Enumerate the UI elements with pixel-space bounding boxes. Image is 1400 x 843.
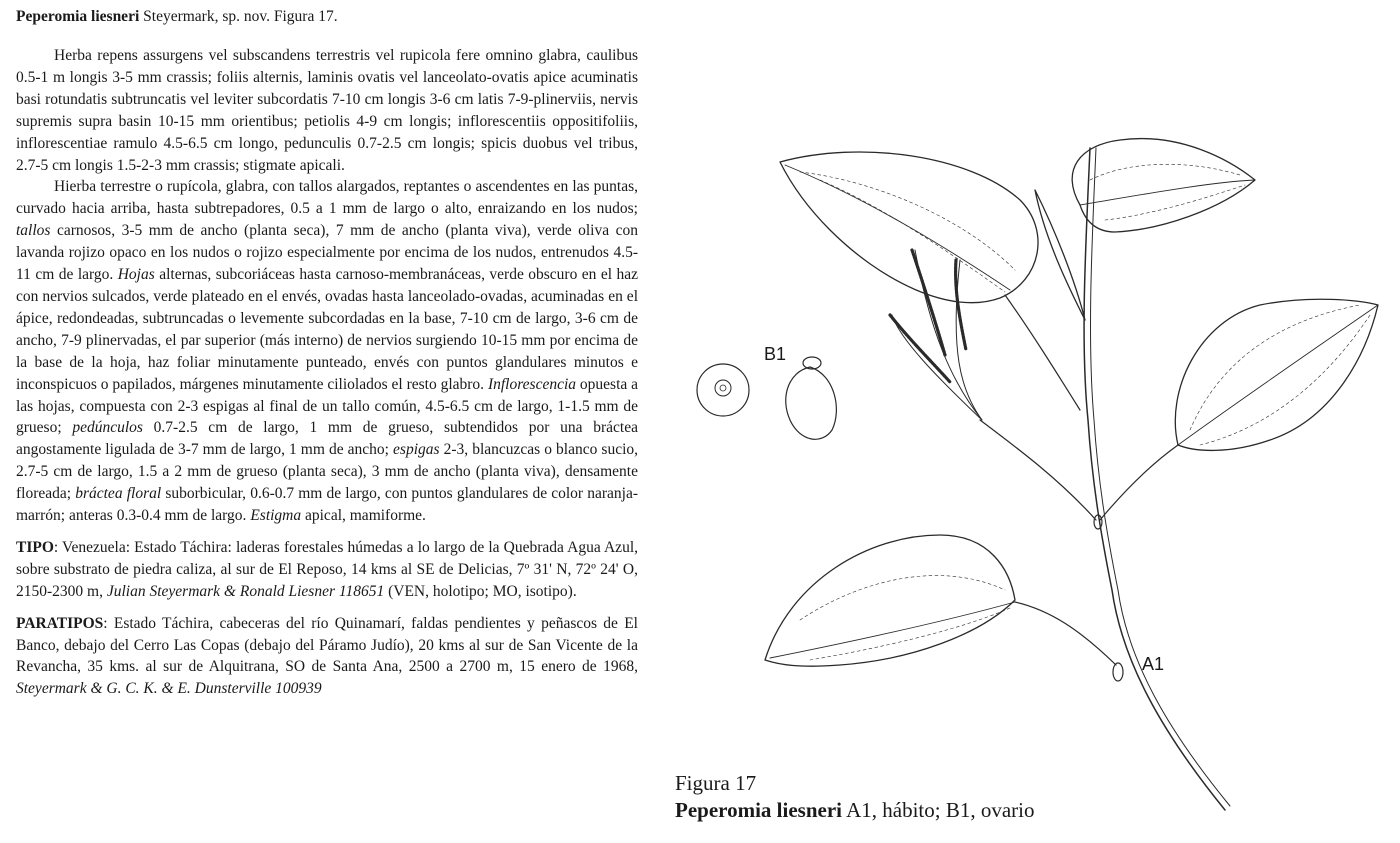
desc-text: apical, mamiforme.: [301, 507, 426, 525]
paratipos-collectors: Steyermark & G. C. K. & E. Dunsterville 100939: [16, 680, 322, 698]
label-b1: B1: [764, 344, 787, 364]
label-a1: A1: [1142, 654, 1165, 674]
species-name: Peperomia liesneri: [16, 8, 140, 25]
tipo-collectors: Julian Steyermark & Ronald Liesner 118651: [106, 582, 385, 600]
desc-text: 0.7-2.5 cm de largo, 1 mm de grueso, subtendidos por una bráctea angostamente ligulada de 3-7 mm de largo, 1 mm de ancho;: [16, 419, 638, 459]
latin-description: Herba repens assurgens vel subscandens terrestris vel rupicola fere omnino glabra, caulibus 0.5-1 m longis 3-5 mm crassis; foliis alternis, laminis ovatis vel lanceolato-ovatis apice acuminatis basi rotundatis subtruncatis vel leviter subcordatis 7-10 cm longis 3-6 cm latis 7-9-plinerviis, nervis supremis supra basin 10-15 mm orientibus; petiolis 4-9 cm longis; inflorescentiis oppositifoliis, inflorescentiae ramulo 4.5-6.5 cm longo, pedunculis 0.7-2.5 cm longis; spicis duobus vel tribus, 2.7-5 cm longis 1.5-2-3 mm crassis; stigmate apicali.: [16, 47, 638, 174]
inflorescence-spike-1: [956, 260, 966, 350]
species-heading: [16, 6, 638, 27]
tipo-paragraph: [16, 537, 638, 603]
caption-rest: A1, hábito; B1, ovario: [842, 798, 1035, 822]
term-bractea: bráctea floral: [75, 485, 162, 503]
tipo-text: : Venezuela: Estado Táchira: laderas forestales húmedas a lo largo de la Quebrada Agua Azul, sobre substrato de piedra caliza, al sur de El Reposo, 14 kms al SE de Delicias, 7º 31' N, 72º 24' O, 2150-2300 m,: [16, 538, 638, 600]
desc-text: alternas, subcoriáceas hasta carnoso-membranáceas, verde obscuro en el haz con nervios sulcados, verde plateado en el envés, ovadas hasta lanceolado-ovadas, acuminadas en el ápice, redondeadas, subtruncadas o levemente subcordadas en la base, 7-10 cm de largo, 3-6 cm de ancho, 7-9 plinervadas, el par superior (más interno) de nervios surgiendo 10-15 mm por encima de la base de la hoja, haz foliar minutamente punteado, envés con puntos glandulares minutos e inconspicuos o papilados, márgenes minutamente ciliolados el resto glabro.: [16, 266, 638, 393]
paratipos-text: : Estado Táchira, cabeceras del río Quinamarí, faldas pendientes y peñascos de El Banco, debajo del Cerro Las Copas (debajo del Páramo Judío), 20 kms al sur de San Vicente de la Revancha, 35 kms. al sur de Alquitrana, SO de Santa Ana, 2500 a 2700 m, 15 enero de 1968,: [16, 614, 638, 676]
figure-caption: [675, 770, 1035, 824]
leaf-bract: [1035, 190, 1085, 320]
text-column: [16, 6, 638, 700]
desc-text: 2-3, blancuzcas o blanco sucio, 2.7-5 cm de largo, 1.5 a 2 mm de grueso (planta seca), 3 mm de ancho (planta viva), densamente floreada;: [16, 441, 639, 503]
caption-description: [675, 797, 1035, 824]
ovary-side-view: [786, 367, 837, 439]
desc-text: carnosos, 3-5 mm de ancho (planta seca), 7 mm de ancho (planta viva), verde oliva con lavanda rojizo opaco en los nudos o rojizo especialmente por encima de los nudos, entrenudos 4.5-11 cm de largo.: [16, 222, 638, 284]
term-estigma: Estigma: [250, 507, 302, 525]
botanical-illustration: [660, 120, 1400, 820]
paratipos-paragraph: [16, 613, 638, 701]
term-espigas: espigas: [393, 441, 440, 459]
desc-text: suborbicular, 0.6-0.7 mm de largo, con puntos glandulares de color naranja-marrón; anteras 0.3-0.4 mm de largo.: [16, 485, 638, 525]
main-stem: [1084, 148, 1225, 810]
inflorescence-stalk: [980, 420, 1096, 520]
tipo-label: TIPO: [16, 538, 54, 556]
term-hojas: Hojas: [117, 266, 155, 284]
leaf-top-right: [1072, 139, 1255, 232]
species-authority: Steyermark, sp. nov. Figura 17.: [139, 8, 338, 25]
plant-drawing: [660, 120, 1400, 820]
caption-figure-number: Figura 17: [675, 771, 757, 795]
tipo-text-end: (VEN, holotipo; MO, isotipo).: [384, 582, 577, 600]
ovary-top-view: [697, 364, 749, 416]
inflorescence-spike-2: [912, 250, 945, 355]
term-tallos: tallos: [16, 222, 51, 240]
node-branch: [1094, 515, 1102, 529]
desc-text: Hierba terrestre o rupícola, glabra, con tallos alargados, reptantes o ascendentes en las puntas, curvado hacia arriba, hasta subtrepadores, 0.5 a 1 mm de largo o alto, enraizando en los nudos;: [16, 178, 638, 218]
paratipos-label: PARATIPOS: [16, 614, 104, 632]
caption-species: Peperomia liesneri: [675, 798, 842, 822]
spanish-description: [16, 176, 638, 527]
term-pedunculos: pedúnculos: [72, 419, 143, 437]
term-inflorescencia: Inflorescencia: [487, 375, 577, 393]
leaf-lower-left: [765, 535, 1015, 666]
node-a1: [1113, 663, 1123, 681]
desc-text: opuesta a las hojas, compuesta con 2-3 espigas al final de un tallo común, 4.5-6.5 cm de largo, 1-1.5 mm de grueso;: [16, 375, 639, 437]
